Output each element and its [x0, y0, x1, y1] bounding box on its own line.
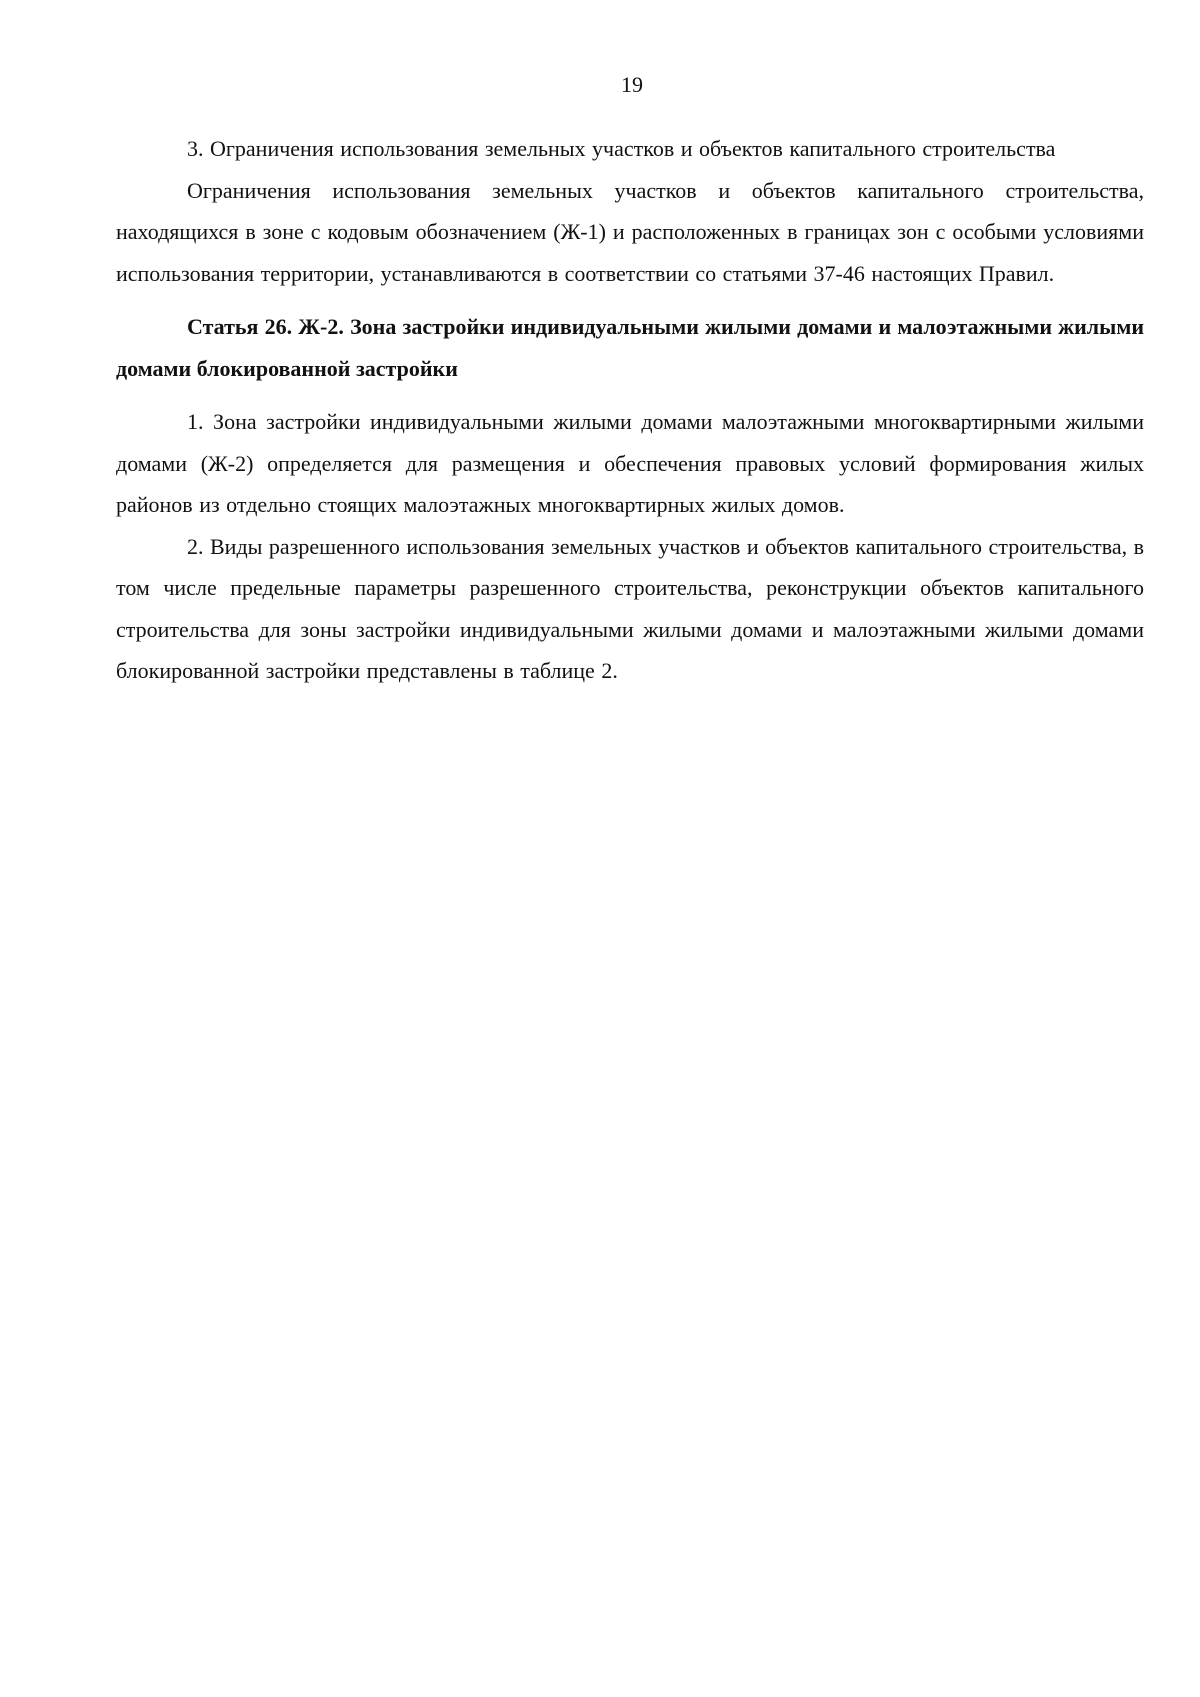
article-26-heading: Статья 26. Ж-2. Зона застройки индивидуальными жилыми домами и малоэтажными жилыми домами блокированной застройки: [116, 314, 1144, 381]
page-number: 19: [621, 72, 643, 97]
permitted-use-paragraph: 2. Виды разрешенного использования земельных участков и объектов капитального строительства, в том числе предельные параметры разрешенного строительства, реконструкции объектов капитального строительства для зоны застройки индивидуальными жилыми домами и малоэтажными жилыми домами блокированной застройки представлены в таблице 2.: [116, 533, 1144, 683]
restrictions-paragraph: Ограничения использования земельных участков и объектов капитального строительства, находящихся в зоне с кодовым обозначением (Ж-1) и расположенных в границах зон с особыми условиями использования территории, устанавливаются в соответствии со статьями 37-46 настоящих Правил.: [116, 177, 1144, 286]
section-3-title: 3. Ограничения использования земельных участков и объектов капитального строительства: [187, 136, 1056, 161]
zone-definition-paragraph: 1. Зона застройки индивидуальными жилыми домами малоэтажными многоквартирными жилыми домами (Ж-2) определяется для размещения и обеспечения правовых условий формирования жилых районов из отдельно стоящих малоэтажных многоквартирных жилых домов.: [116, 409, 1144, 517]
page-content: [116, 128, 1144, 692]
